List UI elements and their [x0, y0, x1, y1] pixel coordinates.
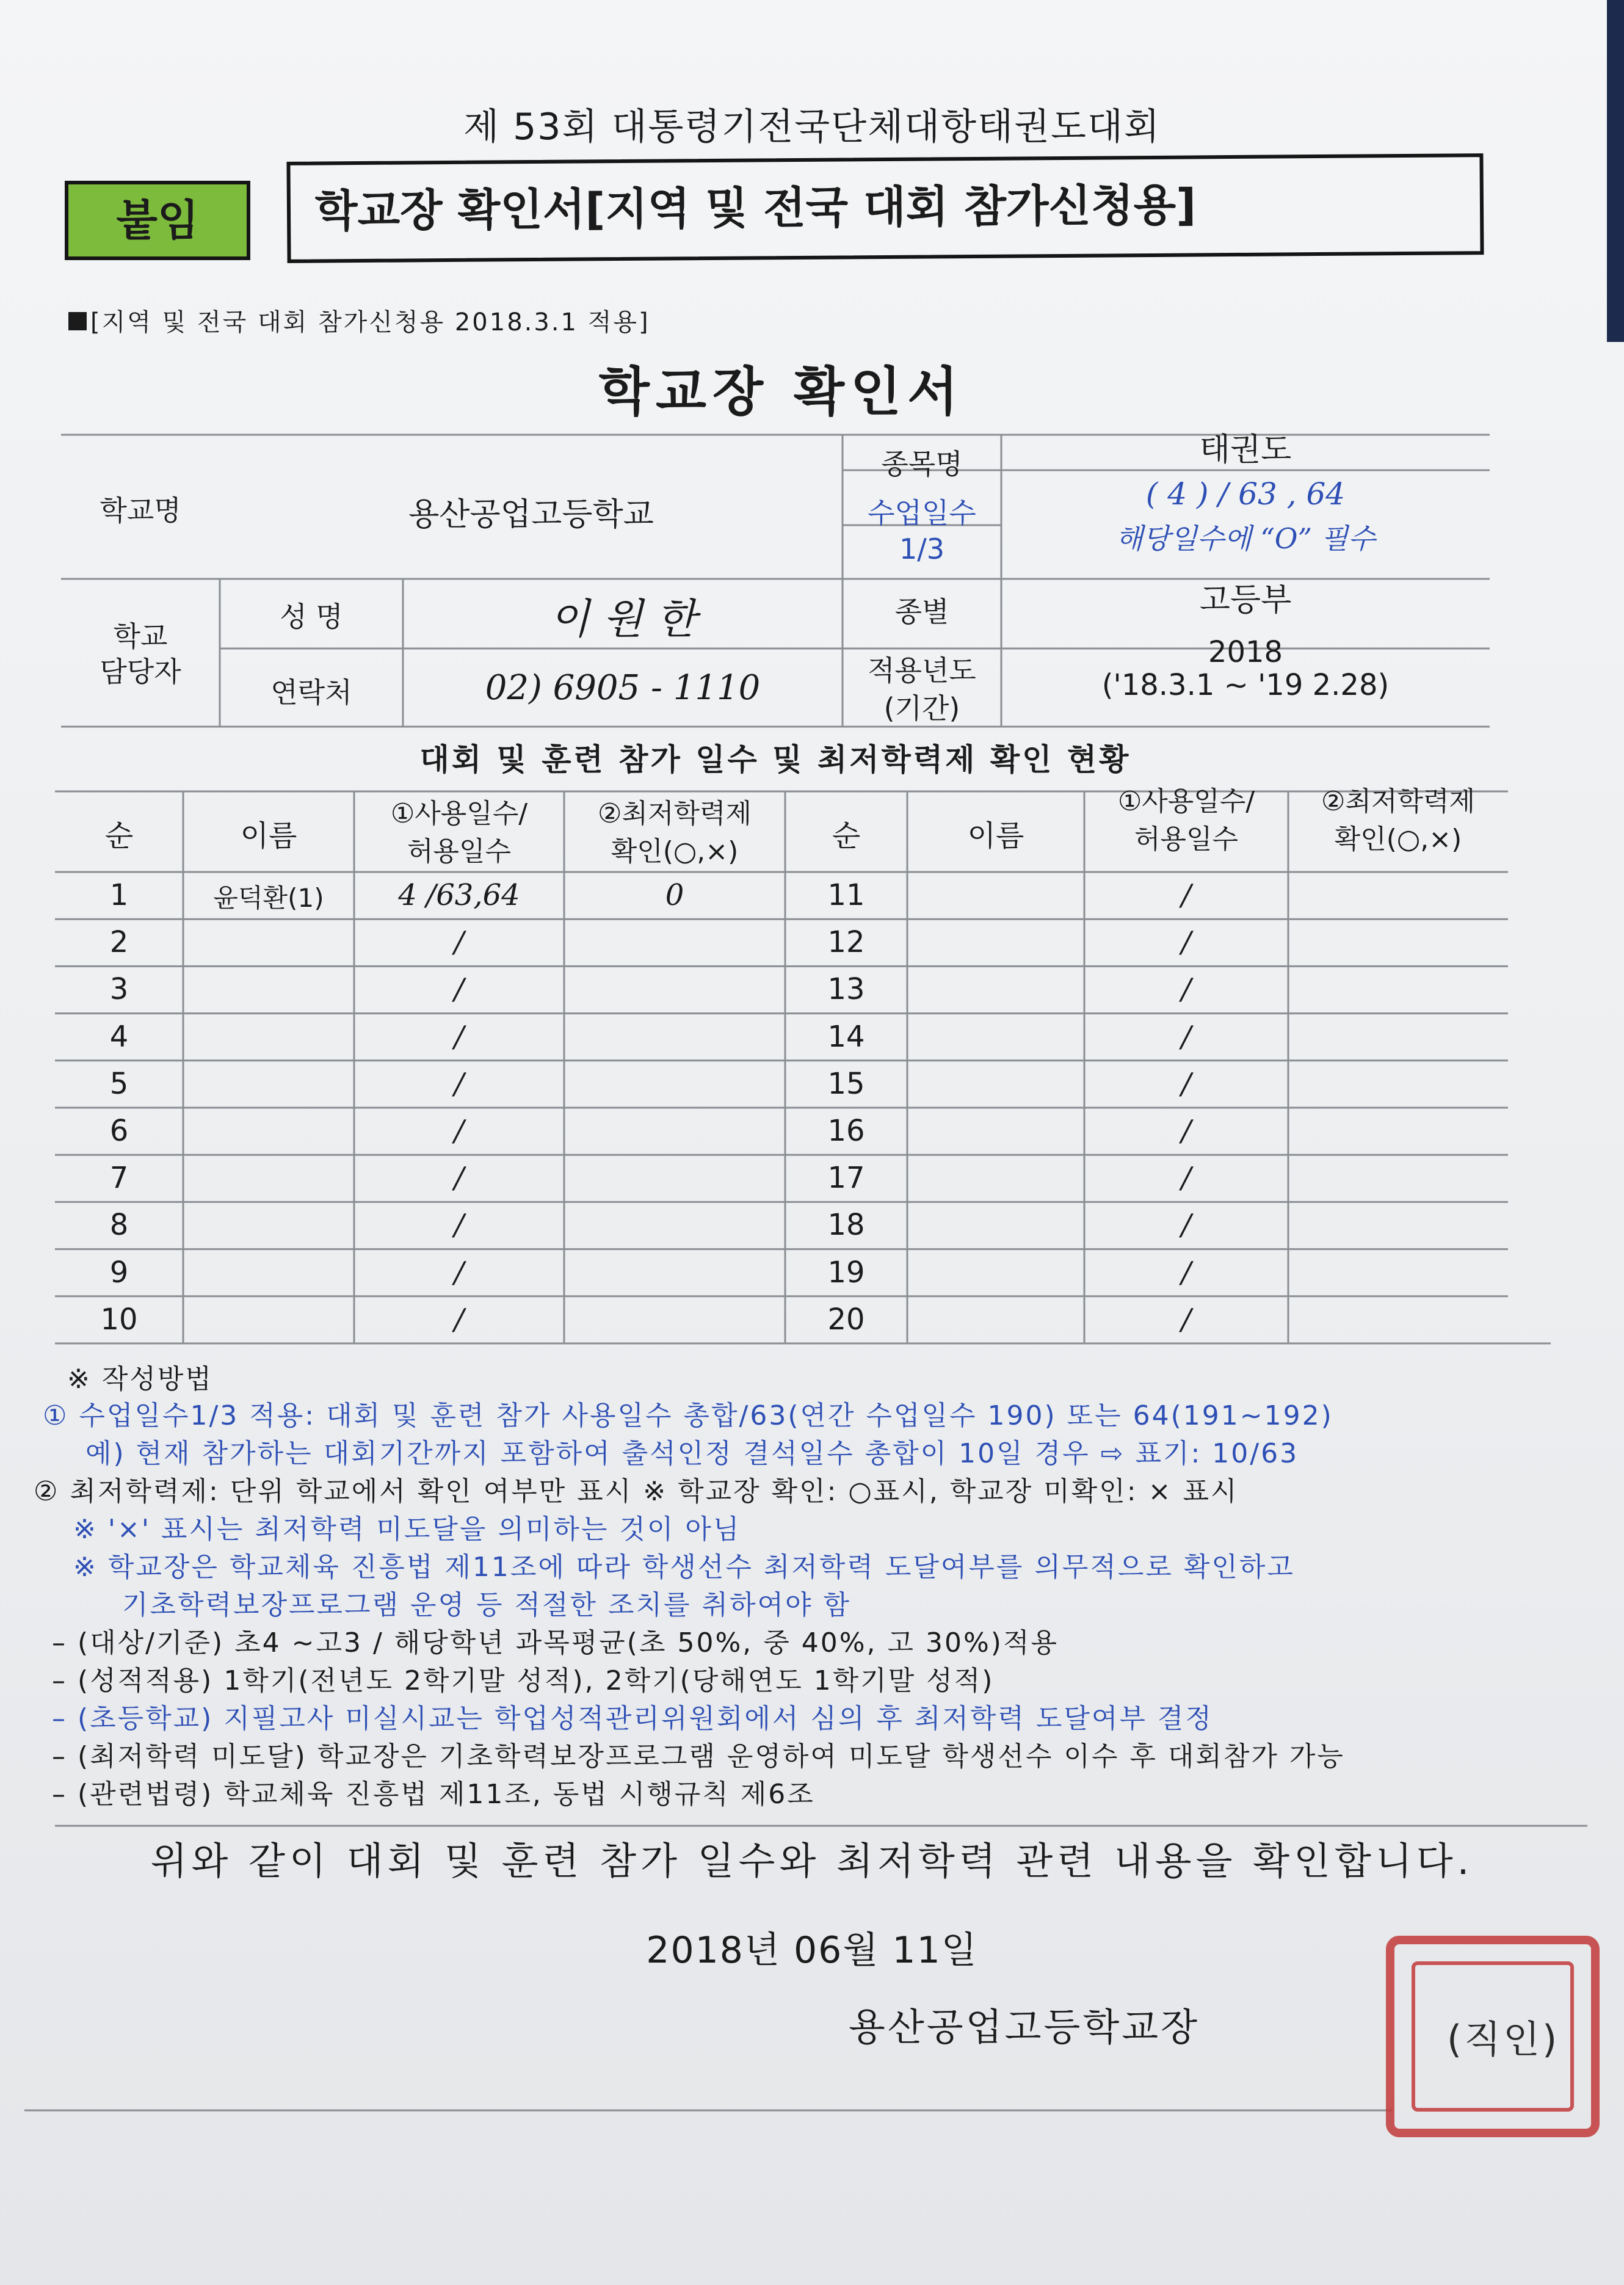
table-cell-no: 3 [109, 972, 129, 1007]
event-label: 종목명 [881, 448, 963, 481]
table-cell-days: 4 /63,64 [398, 878, 520, 912]
table-cell-no: 17 [827, 1161, 865, 1196]
table-cell-no: 20 [827, 1302, 865, 1337]
table-cell-academic: 0 [665, 878, 684, 912]
note-line: – (대상/기준) 초4 ~고3 / 해당학년 과목평균(초 50%, 중 40%, 고 30%)적용 [52, 1627, 1059, 1658]
header-days-left [354, 795, 564, 871]
division-value: 고등부 [1199, 582, 1292, 619]
table-cell-days: / [1181, 1019, 1192, 1054]
table-cell-days: / [1181, 1161, 1192, 1196]
table-cell-days: / [454, 1066, 465, 1101]
table-cell-days: / [1181, 1066, 1192, 1101]
event-value: 태권도 [1199, 432, 1292, 468]
attachment-badge: 붙임 [65, 181, 250, 260]
header-no-left: 순 [104, 819, 134, 853]
table-cell-days: / [1181, 1302, 1192, 1337]
issue-date: 2018년 06월 11일 [646, 1929, 978, 1972]
table-cell-no: 18 [827, 1208, 865, 1243]
header-academic-left [564, 795, 785, 871]
manager-label-2: 담당자 [100, 655, 181, 688]
confirmation-statement: 위와 같이 대회 및 훈련 참가 일수와 최저학력 관련 내용을 확인합니다. [150, 1839, 1474, 1883]
table-cell-no: 13 [827, 972, 865, 1007]
header-academic-line-2: 확인(○,×) [611, 836, 739, 867]
year-label: 적용년도 [868, 654, 976, 687]
contact-value: 02) 6905 - 1110 [485, 668, 761, 708]
table-cell-no: 7 [109, 1161, 129, 1196]
note-line: – (최저학력 미도달) 학교장은 기초학력보장프로그램 운영하여 미도달 학생선수 이수 후 대회참가 가능 [52, 1741, 1345, 1772]
table-cell-no: 16 [827, 1114, 865, 1148]
note-line: ② 최저학력제: 단위 학교에서 확인 여부만 표시 ※ 학교장 확인: ○표시, 학교장 미확인: × 표시 [34, 1476, 1239, 1507]
square-bullet-icon [68, 312, 87, 330]
division-label: 종별 [894, 595, 949, 628]
table-cell-days: / [454, 1208, 465, 1243]
table-cell-days: / [454, 1019, 465, 1054]
year-period-value: ('18.3.1 ~ '19 2.28) [1101, 668, 1390, 702]
applicability-note [68, 303, 650, 338]
table-cell-days: / [1181, 878, 1192, 912]
form-title: 학교장 확인서[지역 및 전국 대회 참가신청용] [286, 153, 1484, 263]
year-label-2: (기간) [883, 692, 960, 725]
table-cell-days: / [454, 1114, 465, 1148]
school-name-value: 용산공업고등학교 [408, 496, 654, 533]
table-cell-no: 8 [109, 1208, 129, 1243]
table-cell-days: / [1181, 1255, 1192, 1290]
table-cell-no: 6 [109, 1114, 129, 1148]
class-days-note: 해당일수에 “O” 필수 [1115, 522, 1376, 555]
table-cell-no: 2 [109, 925, 129, 960]
note-line: ※ 학교장은 학교체육 진흥법 제11조에 따라 학생선수 최저학력 도달여부를 의무적으로 확인하고 [73, 1552, 1295, 1583]
table-cell-days: / [1181, 972, 1192, 1007]
table-cell-days: / [454, 925, 465, 960]
table-cell-days: / [454, 972, 465, 1007]
note-line: ※ '×' 표시는 최저학력 미도달을 의미하는 것이 아님 [73, 1514, 741, 1545]
note-line: – (성적적용) 1학기(전년도 2학기말 성적), 2학기(당해연도 1학기말 성적) [52, 1665, 995, 1696]
school-name-label: 학교명 [100, 494, 181, 527]
year-value: 2018 [1208, 635, 1283, 669]
table-cell-no: 10 [100, 1302, 138, 1337]
table-cell-no: 19 [827, 1255, 865, 1290]
table-cell-no: 14 [827, 1019, 865, 1054]
table-cell-no: 12 [827, 925, 865, 960]
note-line: – (관련법령) 학교체육 진흥법 제11조, 동법 시행규칙 제6조 [52, 1779, 815, 1810]
table-cell-days: / [454, 1255, 465, 1290]
table-cell-days: / [1181, 925, 1192, 960]
table-title: 대회 및 훈련 참가 일수 및 최저학력제 확인 현황 [419, 742, 1131, 777]
contact-label: 연락처 [270, 676, 352, 709]
header-academic-line-1: ②최저학력제 [1321, 786, 1475, 817]
header-days-line-1: ①사용일수/ [390, 798, 528, 829]
header-no-right: 순 [832, 819, 861, 853]
header-days-right [1084, 783, 1288, 859]
note-line: 기초학력보장프로그램 운영 등 적절한 조치를 취하여야 함 [122, 1589, 852, 1621]
table-cell-no: 9 [109, 1255, 129, 1290]
document-title: 학교장 확인서 [598, 361, 965, 423]
header-academic-line-2: 확인(○,×) [1334, 824, 1462, 855]
applicability-note-text: [지역 및 전국 대회 참가신청용 2018.3.1 적용] [90, 308, 650, 336]
class-days-value: ( 4 ) / 63 , 64 [1145, 476, 1346, 512]
table-cell-days: / [454, 1302, 465, 1337]
table-cell-no: 15 [827, 1066, 865, 1101]
background-edge [1607, 0, 1624, 342]
note-line: – (초등학교) 지필고사 미실시교는 학업성적관리위원회에서 심의 후 최저학력 도달여부 결정 [52, 1703, 1213, 1734]
manager-name-value: 이 원 한 [549, 595, 697, 644]
header-name-left: 이름 [240, 819, 297, 853]
table-cell-no: 11 [827, 878, 865, 912]
table-cell-name: 윤덕환(1) [213, 883, 324, 913]
header-academic-line-1: ②최저학력제 [598, 798, 752, 829]
table-cell-days: / [1181, 1114, 1192, 1148]
seal-label: (직인) [1447, 2017, 1560, 2062]
notes-heading: ※ 작성방법 [67, 1364, 213, 1395]
principal-title: 용산공업고등학교장 [849, 2005, 1200, 2049]
note-line: 예) 현재 참가하는 대회기간까지 포함하여 출석인정 결석일수 총합이 10일 경우 ⇨ 표기: 10/63 [85, 1438, 1299, 1469]
table-cell-no: 1 [109, 878, 129, 912]
manager-name-label: 성 명 [280, 600, 343, 633]
header-days-line-2: 허용일수 [407, 836, 511, 867]
manager-label: 학교 [113, 620, 168, 653]
table-cell-days: / [454, 1161, 465, 1196]
table-cell-no: 5 [109, 1066, 129, 1101]
class-days-fraction: 1/3 [899, 532, 945, 565]
header-academic-right [1288, 783, 1508, 859]
note-line: ① 수업일수1/3 적용: 대회 및 훈련 참가 사용일수 총합/63(연간 수업일수 190) 또는 64(191~192) [43, 1400, 1333, 1431]
table-cell-no: 4 [109, 1019, 129, 1054]
header-days-line-1: ①사용일수/ [1117, 786, 1255, 817]
header-days-line-2: 허용일수 [1134, 824, 1238, 855]
event-title: 제 53회 대통령기전국단체대항태권도대회 [463, 106, 1161, 148]
header-name-right: 이름 [967, 819, 1024, 853]
class-days-label: 수업일수 [868, 496, 976, 529]
table-cell-days: / [1181, 1208, 1192, 1243]
